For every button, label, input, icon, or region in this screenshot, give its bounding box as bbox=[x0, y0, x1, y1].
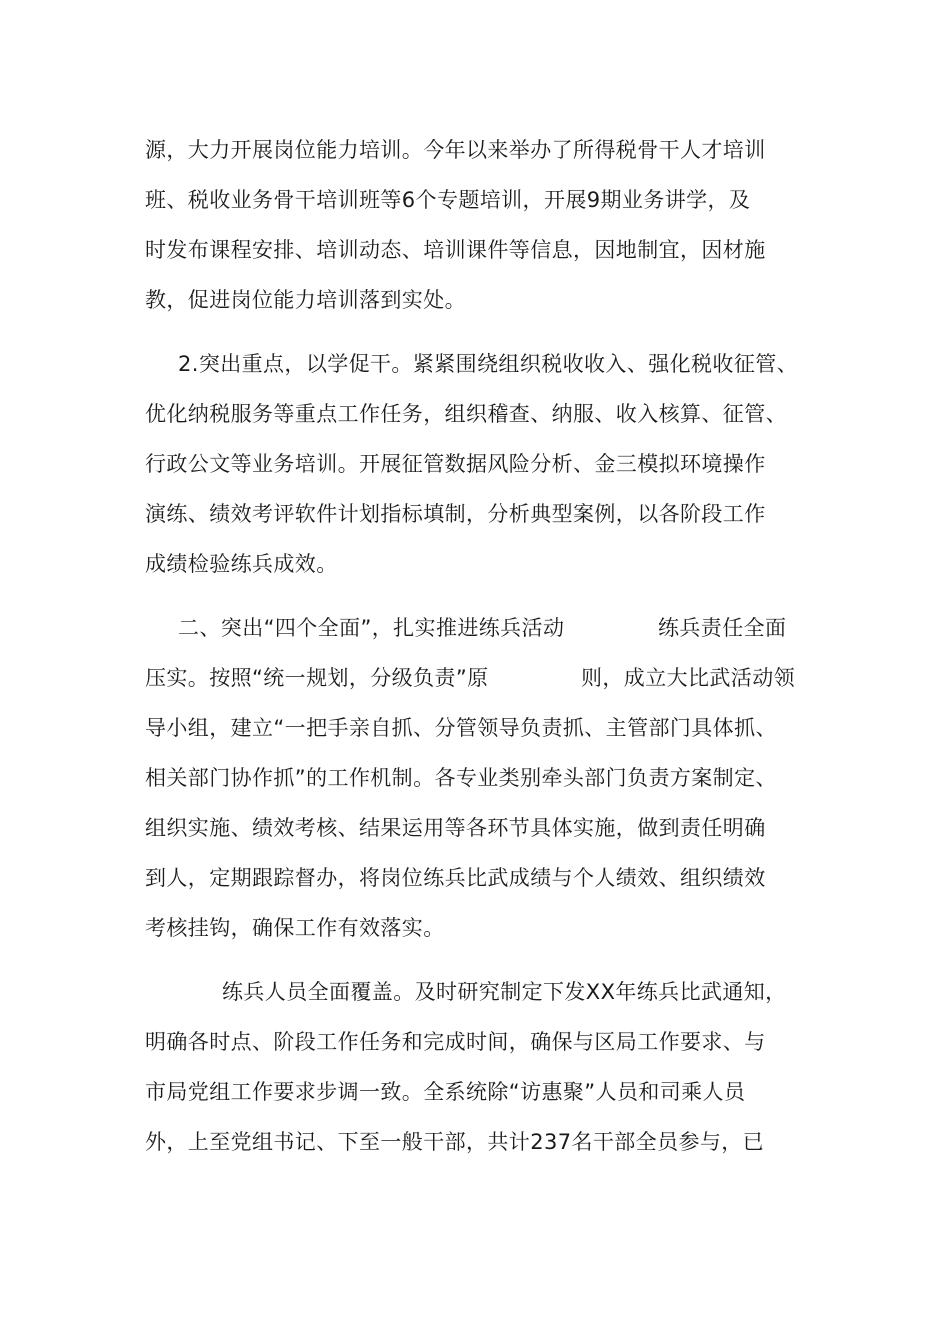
text-line: 时发布课程安排、培训动态、培训课件等信息，因地制宜，因材施 bbox=[145, 238, 766, 262]
text-line: 源，大力开展岗位能力培训。今年以来举办了所得税骨干人才培训 bbox=[145, 138, 766, 162]
text-line: 明确各时点、阶段工作任务和完成时间，确保与区局工作要求、与 bbox=[145, 1030, 766, 1054]
text-line: 组织实施、绩效考核、结果运用等各环节具体实施，做到责任明确 bbox=[145, 816, 766, 840]
text-line: 市局党组工作要求步调一致。全系统除“访惠聚”人员和司乘人员 bbox=[145, 1080, 746, 1104]
text-line: 到人，定期跟踪督办，将岗位练兵比武成绩与个人绩效、组织绩效 bbox=[145, 866, 766, 890]
section-heading: 二、突出“四个全面”，扎实推进练兵活动 bbox=[178, 616, 565, 640]
text-line: 2.突出重点，以学促干。紧紧围绕组织税收收入、强化税收征管、 bbox=[178, 352, 799, 376]
text-line: 优化纳税服务等重点工作任务，组织稽查、纳服、收入核算、征管、 bbox=[145, 402, 787, 426]
text-line: 行政公文等业务培训。开展征管数据风险分析、金三模拟环境操作 bbox=[145, 452, 766, 476]
text-line: 演练、绩效考评软件计划指标填制，分析典型案例，以各阶段工作 bbox=[145, 502, 766, 526]
text-line: 导小组，建立“一把手亲自抓、分管领导负责抓、主管部门具体抓、 bbox=[145, 716, 777, 740]
text-line: 考核挂钩，确保工作有效落实。 bbox=[145, 916, 445, 940]
text-line: 教，促进岗位能力培训落到实处。 bbox=[145, 288, 466, 312]
text-line: 则，成立大比武活动领 bbox=[581, 666, 795, 690]
text-line: 相关部门协作抓”的工作机制。各专业类别牵头部门负责方案制定、 bbox=[145, 766, 777, 790]
text-line: 班、税收业务骨干培训班等6个专题培训，开展9期业务讲学，及 bbox=[145, 188, 751, 212]
text-line: 成绩检验练兵成效。 bbox=[145, 552, 338, 576]
text-line: 练兵人员全面覆盖。及时研究制定下发XX年练兵比武通知， bbox=[222, 980, 787, 1004]
text-line: 压实。按照“统一规划，分级负责”原 bbox=[145, 666, 489, 690]
text-line: 外，上至党组书记、下至一般干部，共计237名干部全员参与，已 bbox=[145, 1130, 765, 1154]
text-line: 练兵责任全面 bbox=[658, 616, 787, 640]
